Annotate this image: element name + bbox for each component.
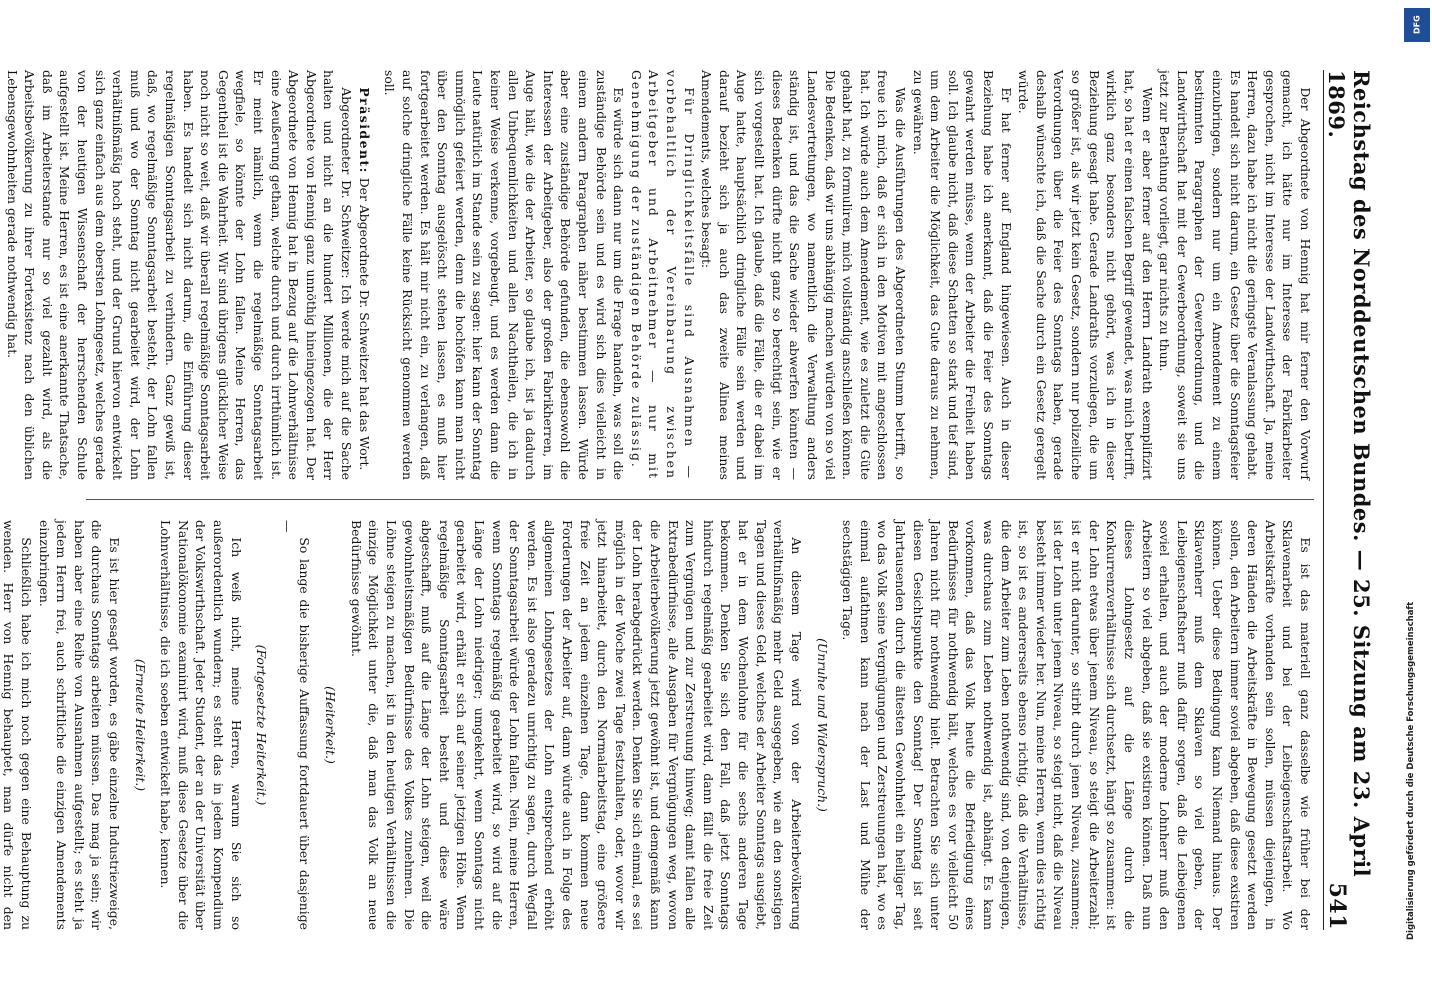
- paragraph: Es würde sich dann nur um die Frage handeln, was soll die zuständige Behörde sein und es wird sich dies vielleicht in einem andern Paragraphen näher bestimmen lassen. Würde aber eine zuständige Behörde gefunden, die ebensowohl die Interessen der Arbeitgeber, also der großen Fabrikherren, im Auge hält, wie die der Arbeiter, so glaube ich, ist ja dadurch allen Unbequemlichkeiten und allen Nachtheilen, die ich in keiner Weise verkenne, vorgebeugt, und es werden dann die Leute natürlich im Stande sein zu sagen: hier kann der Sonntag unmöglich gefeiert werden, denn die hochöfen kann man nicht über den Sonntag ausgelöscht stehen lassen, es muß hier fortgearbeitet werden. Es hält mir nicht ein, zu verlangen, daß auf solche dringliche Fälle keine Rücksicht genommen werden soll.: [382, 70, 627, 480]
- credit-text: Digitalisierung gefördert durch die Deutsche Forschungsgemeinschaft: [1406, 601, 1416, 940]
- paragraph: An diesem Tage wird von der Arbeiterbevölkerung verhältnißmäßig mehr Geld ausgegeben, wie an den sonstigen Tagen und dieses Geld, welches der Arbeiter Sonntags ausgiebt, hat er in dem Wochenlohne für die sechs anderen Tage bekommen. Denken Sie sich den Fall, daß jetzt Sonntags hindurch regelmäßig gearbeitet wird, dann fällt die freie Zeit zum Vergnügen und zur Zerstreuung hinweg; damit fallen alle Extrabedürfnisse, alle Ausgaben für Vergnügungen weg, wovon die Arbeiterbevölkerung jetzt gewöhnt ist, und demgemäß kann der Lohn herabgedrückt werden. Denken Sie sich einmal, es sei möglich in der Woche zwei Tage festzuhalten, oder, wovor wir jetzt hinarbeitet, durch den Normalarbeitstag, eine größere freie Zeit an jedem einzelnen Tage, dann kommen neue Forderungen der Arbeiter auf, dann würde auch in Folge des allgemeinen Lohngesetzes der Lohn entsprechend erhöht werden. Es ist also geradezu unrichtig zu sagen, durch Wegfall der Sonntagsarbeit würde der Lohn fallen. Nein, meine Herren, wenn Sonntags regelmäßig gearbeitet wird, so wird auf die Länge der Lohn niedriger; umgekehrt, wenn Sonntags nicht gearbeitet wird, erhält er sich auf seiner jetzigen Höhe. Wenn regelmäßige Sonntagsarbeit besteht und diese wäre abgeschafft, muß auf die Länge der Lohn steigen, weil die gewohnheitsmäßigen Bedürfnisse des Volkes zunehmen. Die Löhne steigen zu machen, ist in den heutigen Verhältnissen die einzige Möglichkeit unter die, daß man das Volk an neue Bedürfnisse gewöhnt.: [348, 520, 804, 930]
- paragraph: Wenn er aber ferner auf den Herrn Landrath exemplifizirt hat, so hat er einen falschen Begriff gewendet, was mich betrifft, wirklich ganz besonders nicht gehört, was ich in dieser Beziehung gesagt habe. Gerade Landraths vorzulegen, die um so größer ist, als wir jetzt kein Gesetz, sondern nur polizeiliche Verordnungen über die Feier des Sonntags haben, gerade deshalb wünschte ich, daß die Sache durch ein Gesetz geregelt würde.: [1016, 70, 1155, 480]
- paragraph: Schließlich habe ich mich noch gegen eine Behauptung zu wenden. Herr von Hennig behauptet, man dürfe nicht den: [1, 520, 34, 930]
- digitization-credit: [1406, 10, 1426, 940]
- interjection: (Heiterkeit.): [323, 686, 339, 764]
- speaker-text: Der Abgeordnete Dr. Schweitzer hat das Wort.: [356, 177, 372, 471]
- document-page: [1, 30, 1386, 970]
- paragraph: Was die Ausführungen des Abgeordneten Stumm betrifft, so freue ich mich, daß er sich in den Motiven mit angeschlossen hat. Ich würde auch dem Amendement, wie es zuletzt die Güte gehabt hat, zu formuliren, mich vollständig anschließen können. Die Bedenken, daß wir uns abhängig machen würden von so viel Landesvertretungen, wo namentlich die Verwaltung anders ständig ist, und das die Sache wieder abwerfen könnten — dieses Bedenken dürfte nicht ganz so berechtigt sein, wie er sich vorgestellt hat. Ich glaube, daß die Fälle, die er dabei im Auge hatte, hauptsächlich dringliche Fälle sein werden und darauf bezieht sich ja auch das zweite Alinea meines Amendements, welches besagt:: [699, 70, 908, 480]
- running-head-title: Reichstag des Norddeutschen Bundes. — 25. Sitzung am 23. April 1869.: [1324, 70, 1374, 878]
- interjection: (Unruhe und Widerspruch.): [814, 638, 830, 812]
- speaker-label: Präsident:: [356, 87, 372, 174]
- paragraph: Ich weiß nicht, meine Herren, warum Sie sich so außerordentlich wundern; es steht das in jedem Kompendium der Volkswirthschaft. Jeder Student, der an der Universität über Nationalökonomie examinirt wird, muß diese Gesetze über die Lohnverhältnisse, die ich soeben entwickelt habe, kennen.: [158, 520, 244, 930]
- paragraph: Er hat ferner auf England hingewiesen. Auch in dieser Beziehung habe ich anerkannt, daß die Feier des Sonntags gewahrt werden müsse, wenn der Arbeiter die Freiheit haben soll. Ich glaube nicht, daß diese Schatten so stark und tief sind, um dem Arbeiter die Möglichkeit, das Gute daraus zu nehmen, zu gewähren.: [910, 70, 1014, 480]
- quoted-amendment: Für Dringlichkeitsfälle sind Ausnahmen — vorbehaltlich der Vereinbarung zwischen Arbeitgeber und Arbeitnehmer — nur mit Genehmigung der zuständigen Behörde zulässig.: [628, 70, 697, 480]
- running-head: [1323, 70, 1374, 930]
- left-column: [4, 70, 1314, 480]
- column-divider: [86, 499, 1314, 500]
- page-number: 541: [1324, 882, 1350, 930]
- paragraph: Der Abgeordnete von Hennig hat mir ferner den Vorwurf gemacht, ich hätte nur im Interesse der Fabrikarbeiter gesprochen, nicht im Interesse der Landwirthschaft. Ja, meine Herren, dazu habe ich nicht die geringste Veranlassung gehabt. Es handelt sich nicht darum, ein Gesetz über die Sonntagsfeier einzubringen, sondern nur um ein Amendement zu einem bestimmten Paragraphen der Gewerbeordnung, und die Landwirthschaft hat mit der Gewerbeordnung, soweit sie uns jetzt zur Berathung vorliegt, gar nichts zu thun.: [1157, 70, 1313, 480]
- paragraph: Abgeordneter Dr. Schweitzer: Ich werde mich auf die Sache halten und nicht an die hundert Millionen, die der Herr Abgeordnete von Hennig ganz unnöthig hineingezogen hat. Der Abgeordnete von Hennig hat in Bezug auf die Lohnverhältnisse eine Aeußerung gethan, welche durch und durch irrthümlich ist. Er meint nämlich, wenn die regelmäßige Sonntagsarbeit wegfiele, so könnte der Lohn fallen. Meine Herren, das Gegentheil ist die Wahrheit. Wir sind übrigens glücklicher Weise noch nicht so weit, daß wir überall regelmäßige Sonntagsarbeit haben. Es handelt sich nicht darum, die Einführung dieser regelmäßigen Sonntagsarbeit zu verhindern. Ganz gewiß ist, daß, wo regelmäßige Sonntagsarbeit besteht, der Lohn fallen muß und wo der Sonntag nicht gearbeitet wird, der Lohn verhältnißmäßig hoch steht, und der Grund hiervon entwickelt sich ganz einfach aus dem obersten Lohngesetz, welches gerade von der heutigen Wissenschaft der herrschenden Schule aufgestellt ist. Meine Herren, es ist eine anerkannte Thatsache, daß im Arbeiterstande nur so viel gezahlt wird, als die Arbeitsbevölkerung zu ihrer Fortexistenz nach den üblichen Lebensgewohnheiten gerade nothwendig hat.: [4, 70, 355, 480]
- paragraph: Es ist hier gesagt worden, es gäbe einzelne Industriezweige, die durchaus Sonntags arbeiten müssen. Das mag ja sein; wir haben aber eine Reihe von Ausnahmen aufgestellt; es steht ja jedem Herrn frei, auch schriftliche die einzigen Amendements einzubringen.: [36, 520, 122, 930]
- interjection: (Fortgesetzte Heiterkeit.): [254, 644, 270, 806]
- paragraph: So lange die bisherige Auffassung fortdauert über dasjenige —: [279, 520, 313, 930]
- dfg-logo: DFG: [1404, 8, 1430, 42]
- interjection: (Erneute Heiterkeit.): [132, 658, 148, 792]
- right-column: [1, 520, 1314, 930]
- speaker-paragraph: [355, 70, 373, 480]
- paragraph: Es ist das materiell ganz dasselbe wie früher bei der Sklavenarbeit und bei der Leibeigenschaftsarbeit. Wo Arbeitskräfte vorhanden sein sollen, müssen diejenigen, in deren Händen die Arbeitskräfte in Bewegung gesetzt werden sollen, den Arbeitern immer soviel abgeben, daß diese existiren können. Ueber diese Bedingung kann Niemand hinaus. Der Sklavenherr muß dem Sklaven so viel geben, der Leibeigenschaftsherr muß dafür sorgen, daß die Leibeigenen soviel erhalten, und auch der moderne Lohnherr muß den Arbeitern so viel abgeben, daß sie existiren können. Daß nun dieses Lohngesetz auf die Länge durch die Konkurrenzverhältnisse sich durchsetzt, hängt so zusammen: ist der Lohn etwas über jenem Niveau, so steigt die Arbeiterzahl; ist er nicht darunter, so stirbt durch jenen Niveau, zusammen; ist der Lohn unter jenem Niveau, so steigt nicht, daß die Niveau besteht immer wieder her. Nun, meine Herren, wenn dies richtig ist, so ist es andererseits ebenso richtig, daß die Verhältnisse, die dem Arbeiter zum Leben nothwendig sind, von denjenigen, was durchaus zum Leben nothwendig ist, abhängt. Es kann vorkommen, daß das Volk heute die Befriedigung eines Bedürfnisses für nothwendig hält, welches es vor vielleicht 50 Jahren nicht für nothwendig hielt. Betrachten Sie sich unter diesen Gesichtspunkte den Sonntag! Der Sonntag ist seit Jahrtausenden durch die ältesten Gewohnheit ein heiliger Tag, wo das Volk seine Vergnügungen und Zerstreuungen hat, wo es einmal aufathmen kann nach der Last und Mühe der sechstägigen Tage.: [840, 520, 1313, 930]
